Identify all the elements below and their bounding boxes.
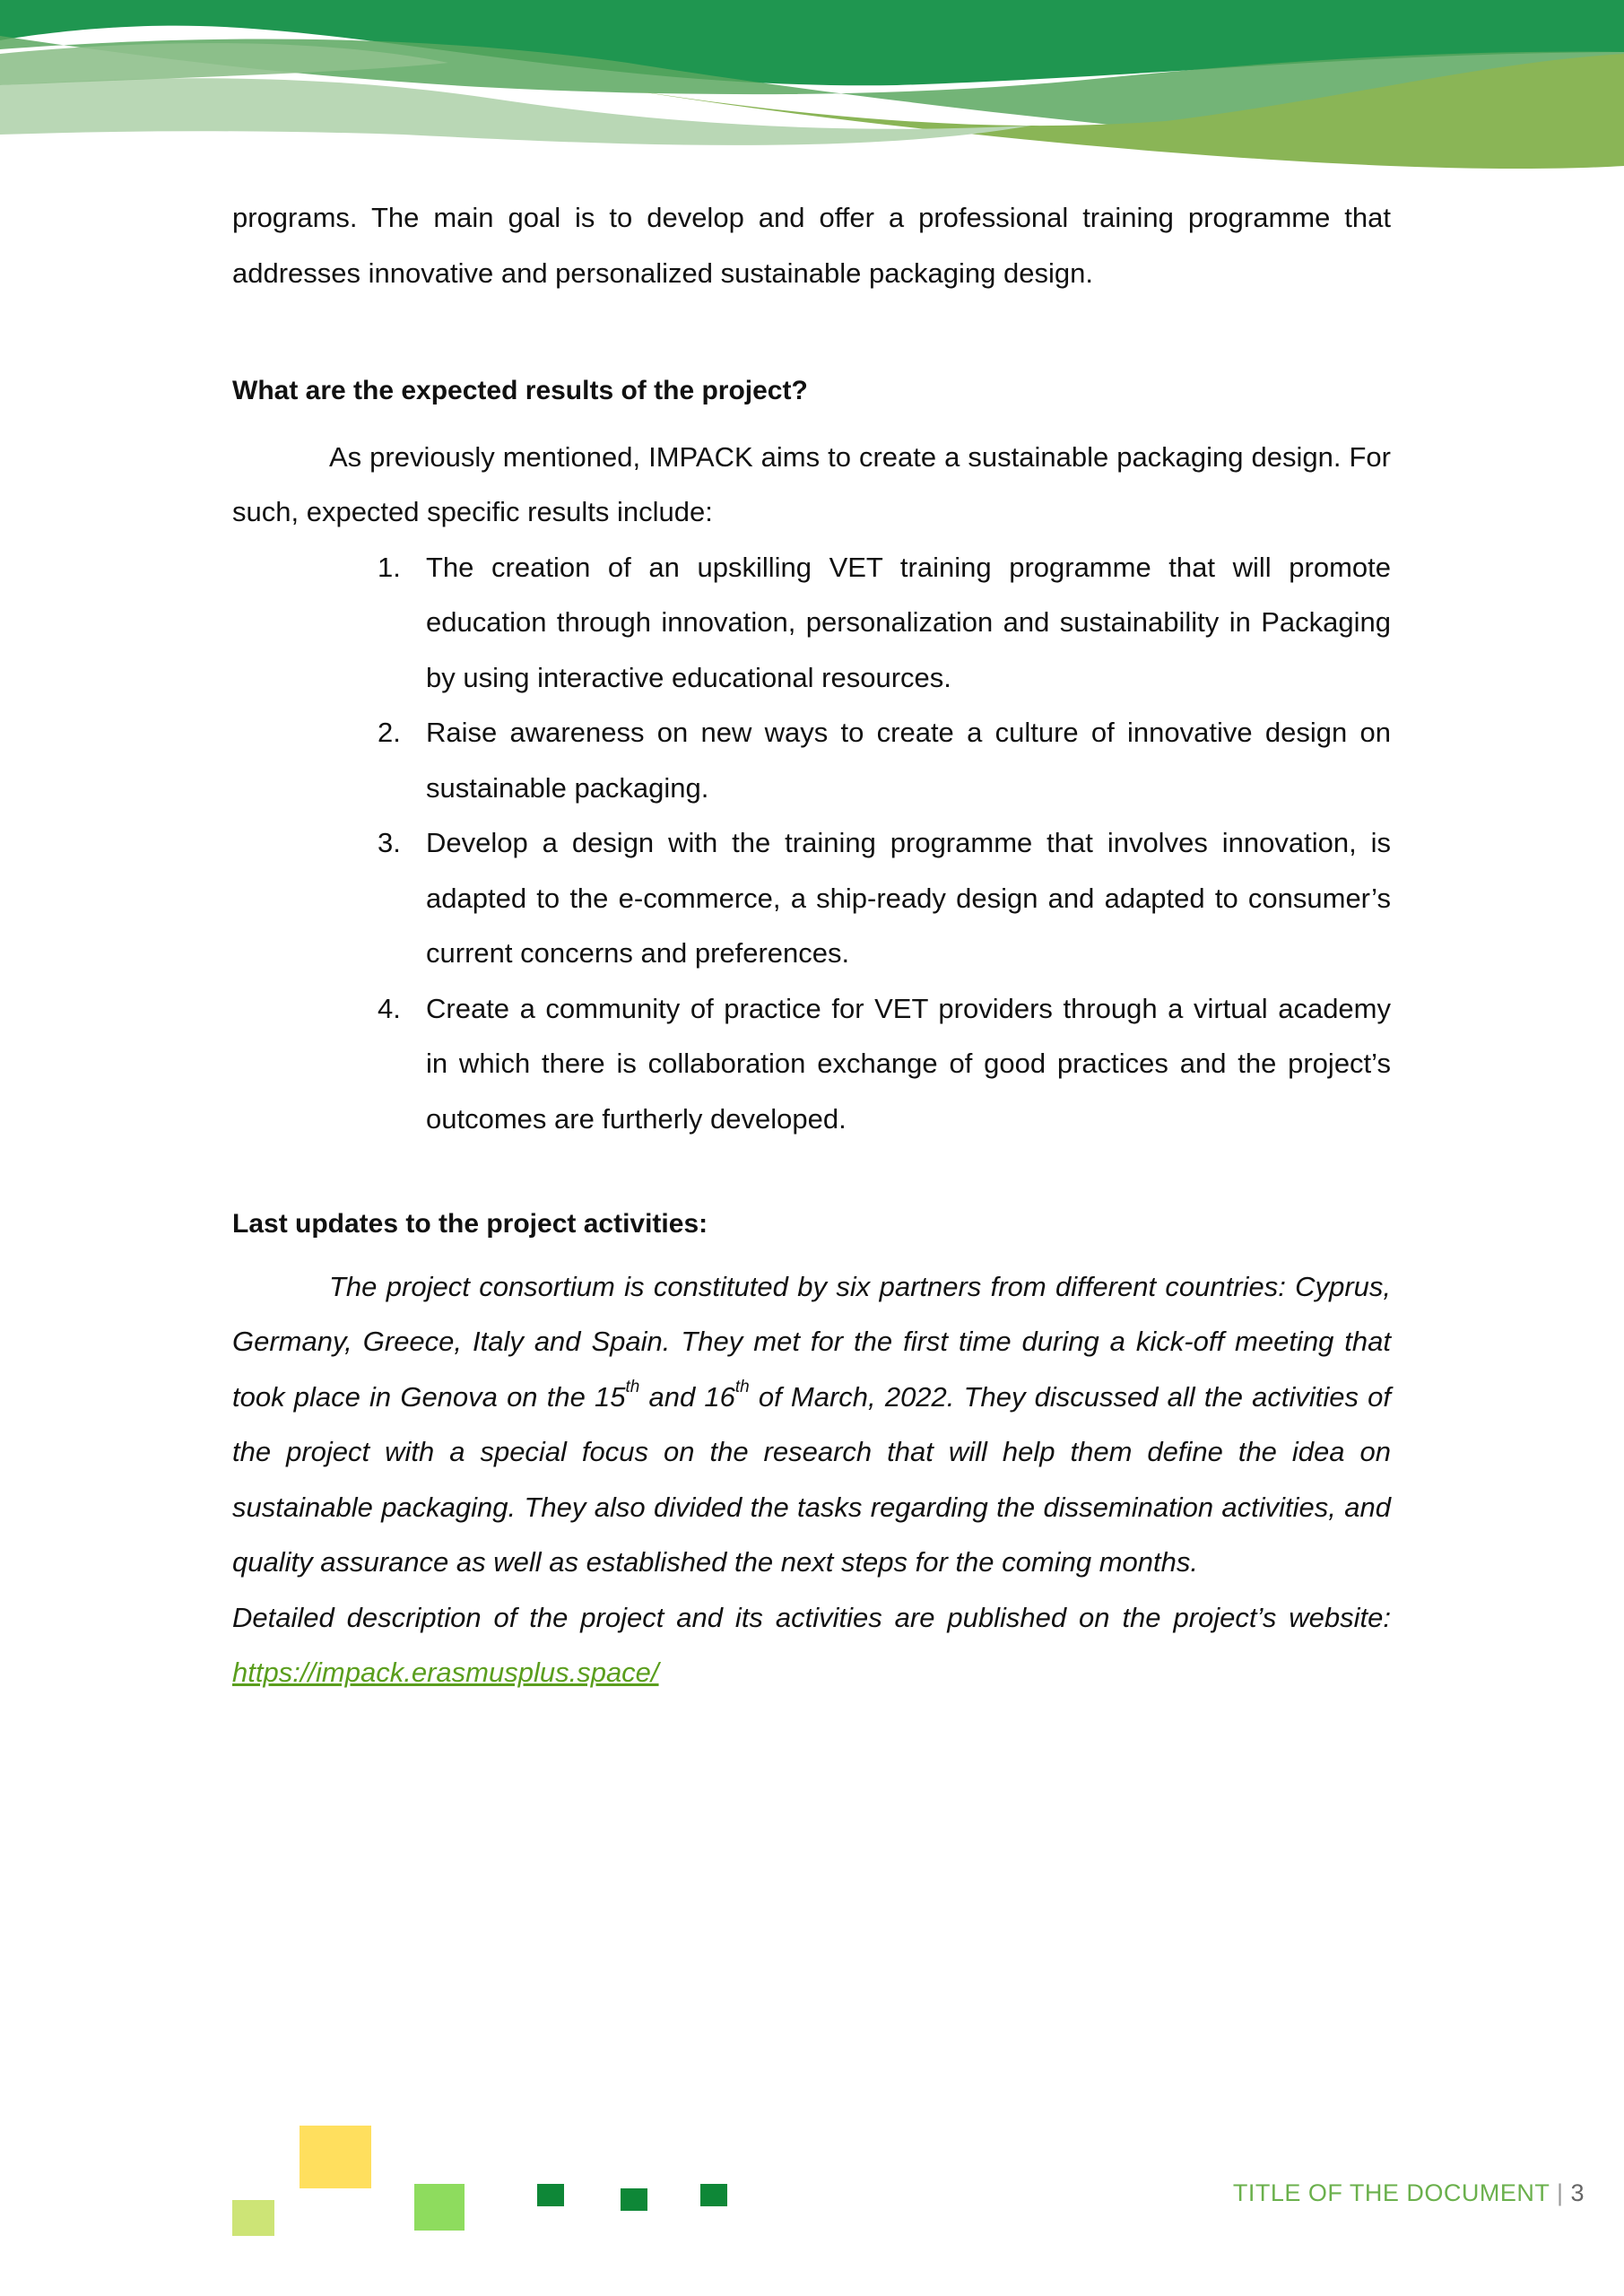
consortium-text-part: of March, 2022. They discussed all the activities of the project with a special focus on the research that will help them define the idea on sustainable packaging. They also divided the tasks regarding the dissemination activities, and quality assurance as well as established the next steps for the coming months. <box>232 1380 1391 1578</box>
list-item-number: 1. <box>378 551 401 583</box>
website-paragraph <box>232 1590 1391 1700</box>
dark-green-square <box>621 2188 647 2211</box>
footer-title-text: TITLE OF THE DOCUMENT <box>1232 2179 1550 2206</box>
project-website-link[interactable]: https://impack.erasmusplus.space/ <box>232 1657 659 1688</box>
bright-green-square <box>414 2184 465 2231</box>
consortium-text-part: The project consortium is constituted by six partners from different countries: Cyprus, Germany, Greece, Italy and Spain. They met for the first time during a kick-off meeting that took place in Genova on the 15 <box>232 1270 1391 1413</box>
expected-results-list <box>232 540 1391 1147</box>
ordinal-suffix: th <box>734 1378 750 1397</box>
footer-squares-decoration <box>0 2099 807 2242</box>
yellow-square <box>300 2126 371 2188</box>
list-item <box>232 540 1391 706</box>
list-item-number: 4. <box>378 992 401 1024</box>
list-item-number: 3. <box>378 827 401 858</box>
website-text: Detailed description of the project and its activities are published on the project’s website: <box>232 1601 1391 1633</box>
footer-separator: | <box>1556 2179 1564 2206</box>
pale-lime-square <box>232 2200 274 2236</box>
footer-document-title <box>1233 2179 1585 2207</box>
list-item <box>232 705 1391 815</box>
list-item <box>232 981 1391 1147</box>
page-number: 3 <box>1570 2179 1585 2206</box>
dark-green-square <box>537 2184 564 2206</box>
intro-continued-paragraph: programs. The main goal is to develop and offer a professional training programme that addresses innovative and personalized sustainable packaging design. <box>232 202 1391 289</box>
consortium-paragraph <box>232 1259 1391 1590</box>
list-item <box>232 815 1391 981</box>
list-item-text: Create a community of practice for VET providers through a virtual academy in which there is collaboration exchange of good practices and the project’s outcomes are furtherly developed. <box>426 992 1391 1135</box>
document-body <box>232 190 1391 1700</box>
list-item-text: The creation of an upskilling VET training programme that will promote education through innovation, personalization and sustainability in Packaging by using interactive educational resources. <box>426 551 1391 693</box>
consortium-text-part: and 16 <box>639 1380 735 1413</box>
ordinal-suffix: th <box>625 1378 640 1397</box>
header-wave-decoration <box>0 0 1624 179</box>
expected-results-heading: What are the expected results of the project? <box>232 376 808 405</box>
list-item-number: 2. <box>378 717 401 748</box>
dark-green-square <box>700 2184 727 2206</box>
list-item-text: Develop a design with the training programme that involves innovation, is adapted to the e-commerce, a ship-ready design and adapted to consumer’s current concerns and preferences. <box>426 827 1391 969</box>
last-updates-heading: Last updates to the project activities: <box>232 1209 708 1239</box>
list-item-text: Raise awareness on new ways to create a culture of innovative design on sustainable packaging. <box>426 717 1391 804</box>
expected-results-intro: As previously mentioned, IMPACK aims to create a sustainable packaging design. For such, expected specific results include: <box>232 440 1391 527</box>
